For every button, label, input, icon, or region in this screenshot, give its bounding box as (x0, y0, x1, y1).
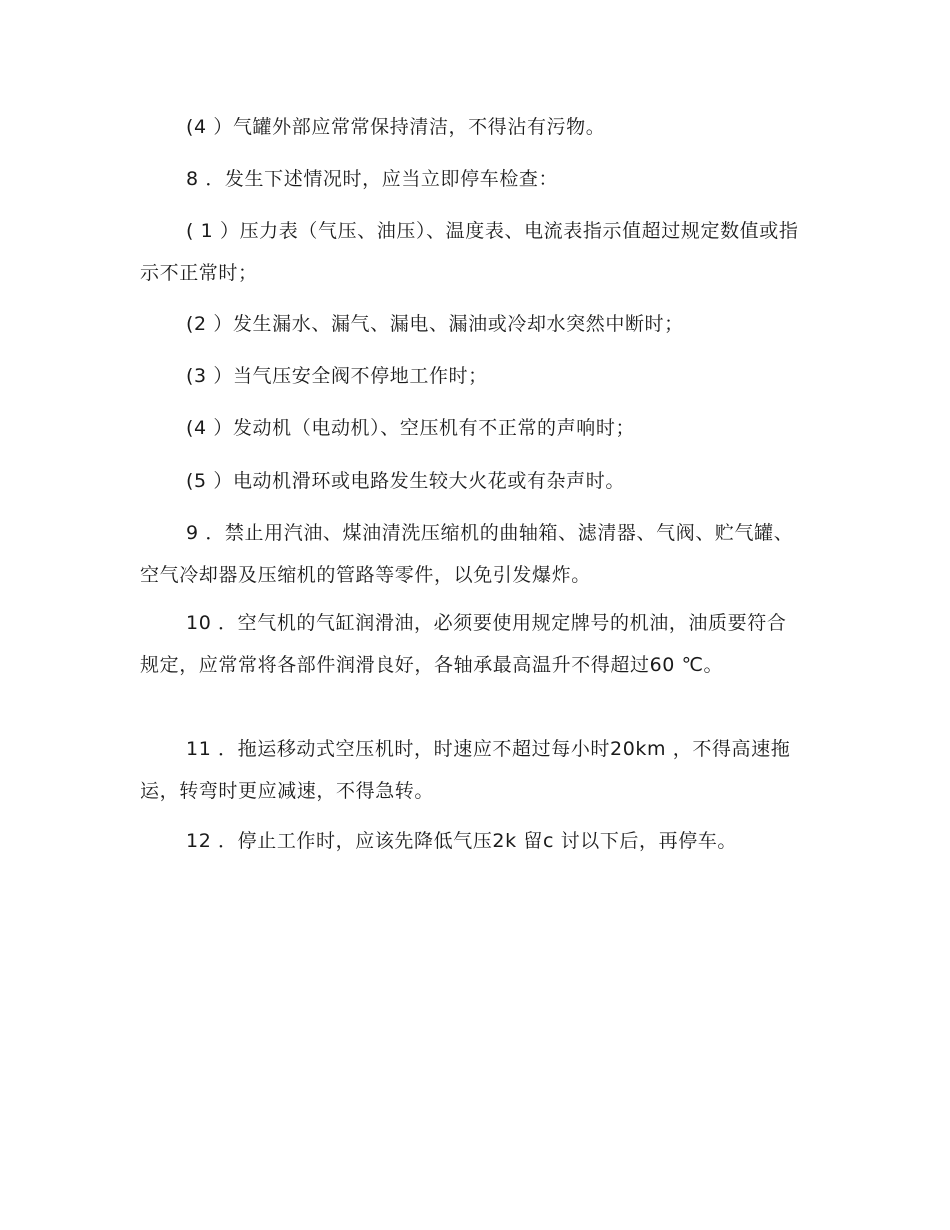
paragraph-8-stop-conditions: 8 ．发生下述情况时，应当立即停车检查： (186, 168, 559, 190)
paragraph-4-abnormal-noise: (4 ）发动机（电动机）、空压机有不正常的声响时； (186, 417, 636, 439)
paragraph-1-gauge-readings: ( 1 ）压力表（气压、油压）、温度表、电流表指示值超过规定数值或指示不正常时； (140, 220, 799, 284)
paragraph-11-towing: 11 ．拖运移动式空压机时，时速应不超过每小时20km ，不得高速拖运，转弯时更应减速，不得急转。 (140, 738, 791, 802)
paragraph-10-lubrication: 10 ．空气机的气缸润滑油，必须要使用规定牌号的机油，油质要符合规定，应常常将各部件润滑良好，各轴承最高温升不得超过60 ℃。 (140, 612, 787, 676)
paragraph-2-leaks: (2 ）发生漏水、漏气、漏电、漏油或冷却水突然中断时； (186, 313, 684, 335)
paragraph-3-safety-valve: (3 ）当气压安全阀不停地工作时； (186, 365, 488, 387)
paragraph-9-no-gasoline-cleaning: 9 ．禁止用汽油、煤油清洗压缩机的曲轴箱、滤清器、气阀、贮气罐、空气冷却器及压缩机的管路等零件，以免引发爆炸。 (140, 522, 794, 586)
paragraph-4-tank-cleanliness: (4 ）气罐外部应常常保持清洁，不得沾有污物。 (186, 116, 606, 138)
paragraph-12-shutdown: 12 ．停止工作时，应该先降低气压2k 留c 讨以下后，再停车。 (186, 830, 738, 852)
paragraph-5-sparks: (5 ）电动机滑环或电路发生较大火花或有杂声时。 (186, 470, 625, 492)
